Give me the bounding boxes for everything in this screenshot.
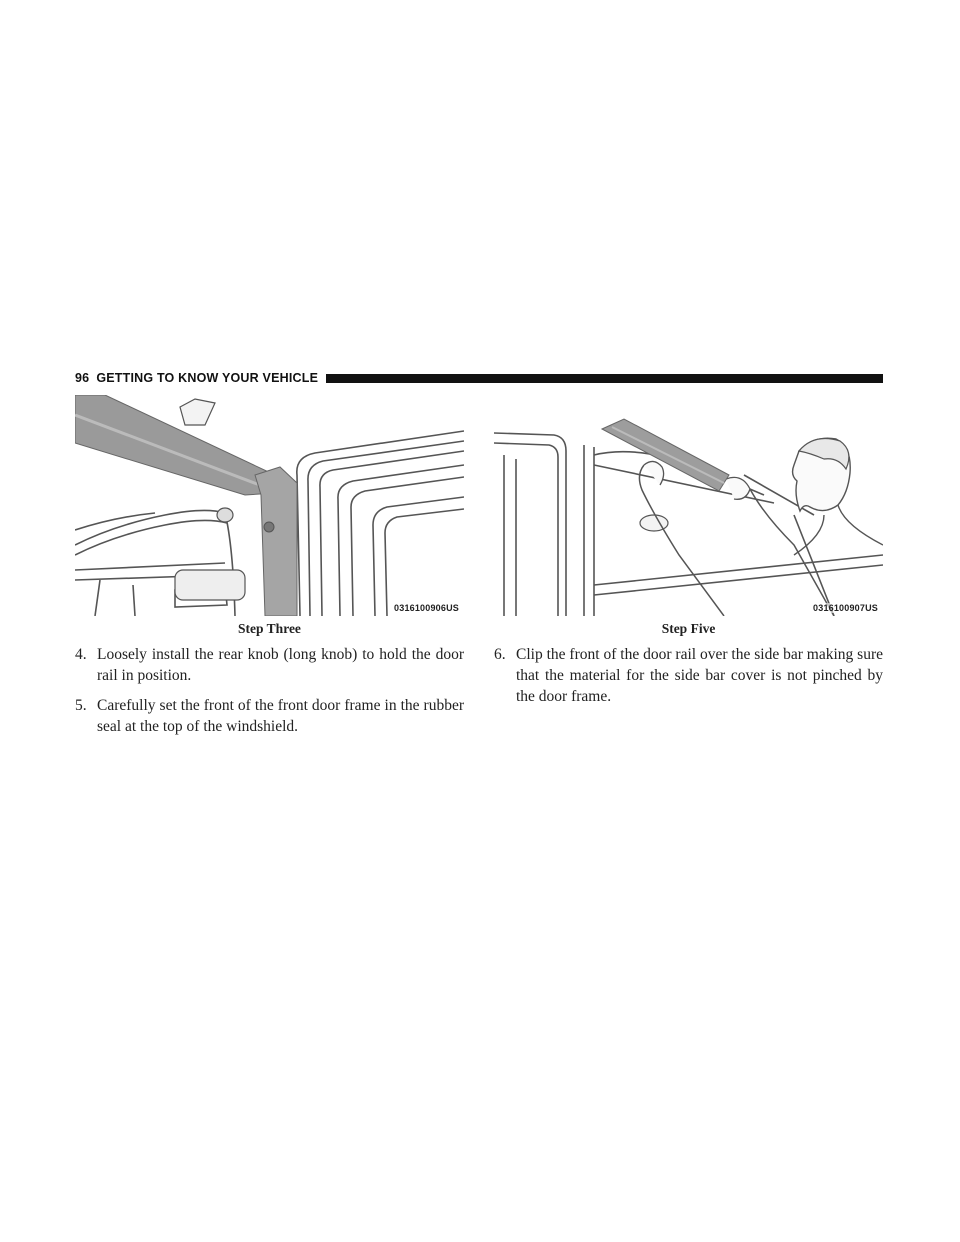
step-text: Clip the front of the door rail over the side bar making sure that the material for the side bar cover is not pinched by the door frame. [516,646,883,705]
figure-caption: Step Three [238,621,301,636]
step-three-illustration [75,395,464,616]
step-number: 6. [494,646,506,663]
step-text: Carefully set the front of the front door frame in the rubber seal at the top of the windshield. [97,697,464,735]
figure-step-three [75,395,464,616]
figure-code: 0316100907US [813,603,878,613]
step-item [75,695,464,737]
step-number: 4. [75,646,87,663]
step-five-illustration [494,395,883,616]
steps-column-left [75,644,464,746]
figure-code: 0316100906US [394,603,459,613]
page-header [75,368,883,388]
page-number: 96 [75,371,90,385]
step-text: Loosely install the rear knob (long knob) to hold the door rail in position. [97,646,464,684]
figure-step-five [494,395,883,616]
figure-caption: Step Five [661,621,716,636]
header-rule [326,374,883,383]
section-title: GETTING TO KNOW YOUR VEHICLE [96,371,319,385]
step-number: 5. [75,697,87,714]
step-item [75,644,464,686]
steps-column-right [494,644,883,716]
step-item [494,644,883,707]
